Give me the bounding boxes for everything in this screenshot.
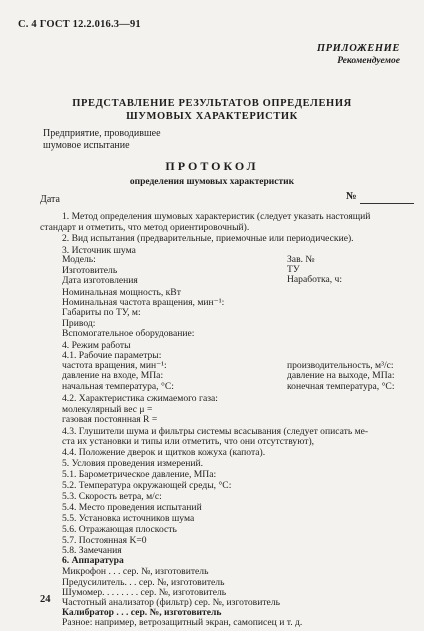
appendix-label: ПРИЛОЖЕНИЕ — [316, 43, 400, 54]
text-line: ТУ — [287, 264, 300, 275]
text-line: 5.2. Температура окружающей среды, °С: — [62, 480, 232, 491]
text-line: 4.1. Рабочие параметры: — [62, 350, 162, 361]
text-line: Вспомогательное оборудование: — [62, 328, 195, 339]
text-line: Калибратор . . . сер. №, изготовитель — [62, 607, 222, 618]
document-title: ПРЕДСТАВЛЕНИЕ РЕЗУЛЬТАТОВ ОПРЕДЕЛЕНИЯ ШУМОВЫХ ХАРАКТЕРИСТИК — [72, 98, 352, 122]
text-line: давление на входе, МПа: — [62, 370, 164, 381]
text-line: молекулярный вес μ = — [62, 404, 153, 415]
page-number: 24 — [40, 594, 51, 605]
text-line: частота вращения, мин⁻¹: — [62, 360, 167, 371]
protocol-title: ПРОТОКОЛ — [165, 159, 259, 173]
text-line: 1. Метод определения шумовых характеристик (следует указать настоящий — [62, 211, 371, 222]
text-line: 5. Условия проведения измерений. — [62, 458, 204, 469]
text-line: Наработка, ч: — [287, 274, 343, 285]
text-line: ста их установки и типы или отметить, что они отсутствуют), — [62, 436, 315, 447]
text-line: производительность, м³/с: — [287, 360, 394, 371]
appendix-note: Рекомендуемое — [337, 56, 400, 66]
text-line: 5.6. Отражающая плоскость — [62, 524, 177, 535]
date-label: Дата — [40, 194, 60, 205]
text-line: 5.7. Постоянная K=0 — [62, 535, 147, 546]
text-line: 5.4. Место проведения испытаний — [62, 502, 202, 513]
text-line: газовая постоянная R = — [62, 414, 158, 425]
text-line: стандарт и отметить, что метод ориентировочный). — [40, 222, 250, 233]
protocol-number-sign: № — [346, 191, 357, 202]
page-header: С. 4 ГОСТ 12.2.016.3—91 — [18, 19, 141, 30]
protocol-number-blank — [360, 203, 414, 204]
enterprise-label: Предприятие, проводившее шумовое испытание — [43, 128, 161, 151]
text-line: 5.1. Барометрическое давление, МПа: — [62, 469, 217, 480]
text-line: Модель: — [62, 254, 96, 265]
text-line: 4.2. Характеристика сжимаемого газа: — [62, 393, 218, 404]
text-line: Микрофон . . . сер. №, изготовитель — [62, 566, 209, 577]
text-line: Изготовитель — [62, 265, 118, 276]
protocol-subtitle: определения шумовых характеристик — [129, 177, 295, 187]
text-line: Номинальная частота вращения, мин⁻¹: — [62, 297, 225, 308]
text-line: Габариты по ТУ, м: — [62, 307, 141, 318]
text-line: конечная температура, °С: — [287, 381, 395, 392]
text-line: 6. Аппаратура — [62, 555, 124, 566]
text-line: 3. Источник шума — [62, 245, 136, 256]
text-line: Частотный анализатор (фильтр) сер. №, изготовитель — [62, 597, 280, 608]
text-line: начальная температура, °С: — [62, 381, 174, 392]
text-line: Дата изготовления — [62, 275, 138, 286]
text-line: 4. Режим работы — [62, 340, 131, 351]
text-line: Зав. № — [287, 254, 315, 265]
text-line: Шумомер. . . . . . . . сер. №, изготовитель — [62, 587, 227, 598]
text-line: 5.8. Замечания — [62, 545, 122, 556]
text-line: 5.5. Установка источников шума — [62, 513, 195, 524]
text-line: 2. Вид испытания (предварительные, приемочные или периодические). — [62, 233, 354, 244]
text-line: Привод: — [62, 318, 96, 329]
text-line: Разное: например, ветрозащитный экран, самописец и т. д. — [62, 617, 303, 628]
text-line: Номинальная мощность, кВт — [62, 287, 181, 298]
text-line: Предусилитель. . . сер. №, изготовитель — [62, 577, 225, 588]
text-line: 4.3. Глушители шума и фильтры системы всасывания (следует описать ме- — [62, 426, 369, 437]
text-line: давление на выходе, МПа: — [287, 370, 395, 381]
text-line: 4.4. Положение дверок и щитков кожуха (капота). — [62, 447, 266, 458]
text-line: 5.3. Скорость ветра, м/с: — [62, 491, 162, 502]
